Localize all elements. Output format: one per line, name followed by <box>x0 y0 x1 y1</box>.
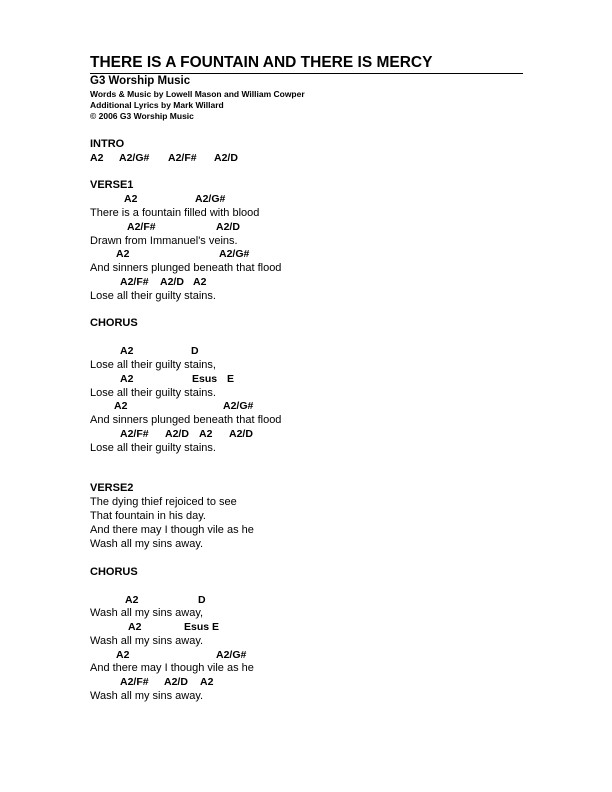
chorus1-chord: D <box>191 345 199 357</box>
verse1-lyric: And sinners plunged beneath that flood <box>90 262 282 274</box>
credit-additional-lyrics: Additional Lyrics by Mark Willard <box>90 100 224 110</box>
chorus1-chord: A2/G# <box>223 400 254 412</box>
verse2-lyric: The dying thief rejoiced to see <box>90 496 237 508</box>
chorus2-lyric: Wash all my sins away. <box>90 635 204 647</box>
chorus2-chord: A2 <box>116 649 130 661</box>
credit-copyright: © 2006 G3 Worship Music <box>90 111 194 121</box>
chorus2-chord: A2 <box>125 594 139 606</box>
chorus2-chord: A2 <box>128 621 142 633</box>
credit-songwriters: Words & Music by Lowell Mason and William Cowper <box>90 89 305 99</box>
chorus2-chord: D <box>198 594 206 606</box>
verse1-chord: A2 <box>116 248 130 260</box>
chorus2-chord: Esus E <box>184 621 220 633</box>
intro-chord: A2/D <box>214 152 238 164</box>
chorus1-lyric: And sinners plunged beneath that flood <box>90 414 282 426</box>
verse1-lyric: Lose all their guilty stains. <box>90 290 216 302</box>
verse1-heading: VERSE1 <box>90 179 134 191</box>
chorus1-lyric: Lose all their guilty stains. <box>90 442 216 454</box>
chorus1-lyric: Lose all their guilty stains. <box>90 387 216 399</box>
chorus2-chord: A2/G# <box>216 649 247 661</box>
chorus1-chord: E <box>227 373 235 385</box>
chorus2-lyric: Wash all my sins away. <box>90 690 204 702</box>
intro-chord: A2/G# <box>119 152 150 164</box>
chorus1-chord: A2/D <box>229 428 253 440</box>
chorus2-chord: A2/D <box>164 676 188 688</box>
verse2-lyric: Wash all my sins away. <box>90 538 204 550</box>
chorus1-chord: A2 <box>120 373 134 385</box>
chorus2-heading: CHORUS <box>90 566 138 578</box>
verse1-chord: A2/F# <box>127 221 156 233</box>
chorus2-lyric: And there may I though vile as he <box>90 662 254 674</box>
verse1-chord: A2/F# <box>120 276 149 288</box>
chorus1-chord: A2 <box>199 428 213 440</box>
verse1-chord: A2/G# <box>219 248 250 260</box>
verse2-lyric: That fountain in his day. <box>90 510 206 522</box>
chorus2-chord: A2 <box>200 676 214 688</box>
chorus2-chord: A2/F# <box>120 676 149 688</box>
chorus1-lyric: Lose all their guilty stains, <box>90 359 216 371</box>
verse1-chord: A2 <box>124 193 138 205</box>
chorus1-chord: A2/F# <box>120 428 149 440</box>
publisher: G3 Worship Music <box>90 75 191 87</box>
verse1-chord: A2 <box>193 276 207 288</box>
verse1-chord: A2/D <box>160 276 184 288</box>
verse1-chord: A2/G# <box>195 193 226 205</box>
song-title: THERE IS A FOUNTAIN AND THERE IS MERCY <box>90 54 523 74</box>
verse2-lyric: And there may I though vile as he <box>90 524 254 536</box>
intro-heading: INTRO <box>90 138 125 150</box>
intro-chord: A2 <box>90 152 104 164</box>
chorus1-heading: CHORUS <box>90 317 138 329</box>
chorus1-chord: A2/D <box>165 428 189 440</box>
verse1-lyric: There is a fountain filled with blood <box>90 207 260 219</box>
chorus1-chord: Esus <box>192 373 218 385</box>
verse2-heading: VERSE2 <box>90 482 134 494</box>
chorus1-chord: A2 <box>114 400 128 412</box>
verse1-chord: A2/D <box>216 221 240 233</box>
verse1-lyric: Drawn from Immanuel's veins. <box>90 235 238 247</box>
chorus1-chord: A2 <box>120 345 134 357</box>
chorus2-lyric: Wash all my sins away, <box>90 607 204 619</box>
intro-chord: A2/F# <box>168 152 197 164</box>
